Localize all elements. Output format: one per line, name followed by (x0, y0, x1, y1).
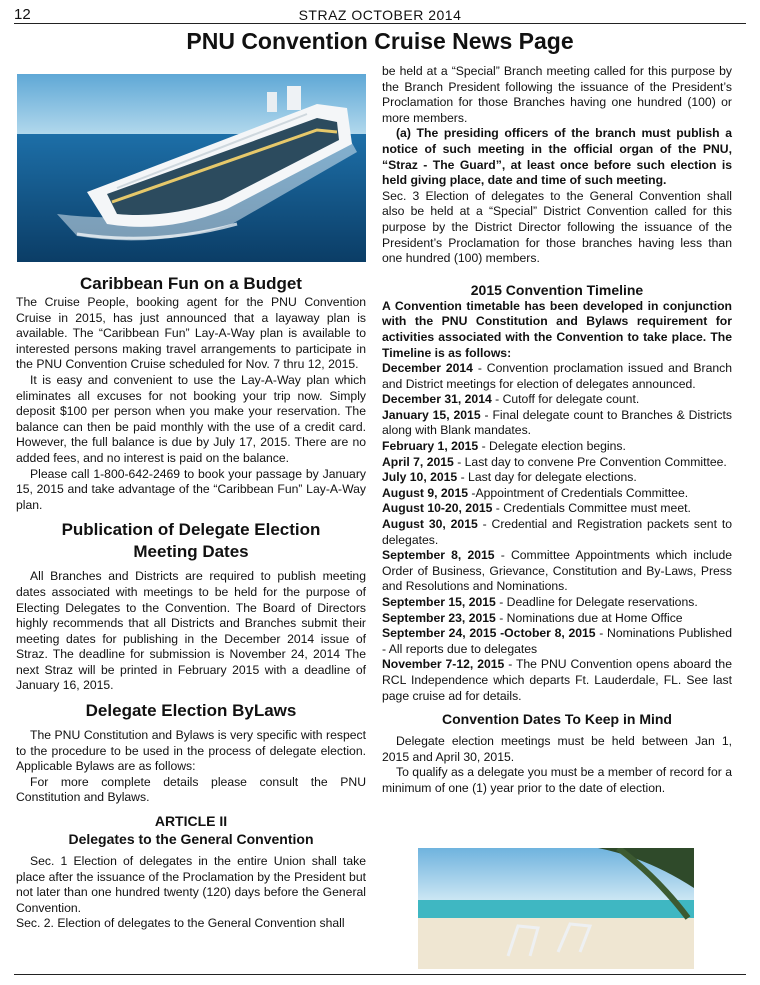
timeline-item-text: -Appointment of Credentials Committee. (468, 485, 689, 500)
caribbean-paragraph: It is easy and convenient to use the Lay-A-Way plan which eliminates all excuses for not booking your trip now. Simply deposit $100 per person when you make your reservation. The balance can then be paid monthly with the use of a credit card. However, the full balance is due by July 17, 2015. There are no added fees, and no interest is paid on the balance. (16, 372, 366, 465)
dates-to-keep-heading: Convention Dates To Keep in Mind (442, 711, 672, 728)
running-title: STRAZ OCTOBER 2014 (298, 7, 462, 23)
dates-to-keep-paragraph: Delegate election meetings must be held between Jan 1, 2015 and April 30, 2015. (382, 734, 732, 764)
timeline-heading: 2015 Convention Timeline (470, 281, 644, 298)
bylaws-paragraph: The PNU Constitution and Bylaws is very specific with respect to the procedure to be used in the process of delegate election. Applicable Bylaws are as follows: (16, 728, 366, 774)
timeline-item-text: - Cutoff for delegate count. (491, 392, 640, 407)
timeline-item-text: - Nominations due at Home Office (495, 610, 683, 625)
timeline-item (382, 657, 732, 704)
timeline-item-date: February 1, 2015 (382, 439, 479, 454)
timeline-item-text: - Delegate election begins. (478, 439, 626, 454)
timeline-item-date: September 23, 2015 (382, 610, 496, 625)
left-column (16, 273, 366, 932)
timeline-item-date: December 31, 2014 (382, 392, 492, 407)
bylaws-section-3: Sec. 3 Election of delegates to the General Convention shall also be held at a “Special” District Convention called for this purpose by the District Director following the issuance of the President’s Proclamation for those branches having less than one hundred (100) members. (382, 188, 732, 266)
right-column (382, 64, 732, 797)
timeline-item (382, 611, 732, 627)
timeline-item (382, 595, 732, 611)
timeline-item-date: July 10, 2015 (382, 470, 458, 485)
beach-chairs-photo (418, 848, 694, 969)
bylaws-heading: Delegate Election ByLaws (85, 701, 297, 721)
timeline-item-date: January 15, 2015 (382, 407, 481, 422)
publication-heading-line2: Meeting Dates (133, 542, 249, 562)
article-subheading: Delegates to the General Convention (68, 831, 314, 848)
caribbean-heading: Caribbean Fun on a Budget (80, 274, 302, 293)
bylaws-section-1: Sec. 1 Election of delegates in the entire Union shall take place after the issuance of the Proclamation by the President but not later than one hundred twenty (120) days before the General Convention. (16, 854, 366, 915)
footer-rule (14, 974, 746, 975)
timeline-item (382, 626, 732, 657)
timeline-item-text: - Nominations Published - All reports due to delegates (382, 626, 732, 656)
caribbean-paragraph: Please call 1-800-642-2469 to book your passage by January 15, 2015 and take advantage of the “Caribbean Fun” Lay-A-Way plan. (16, 466, 366, 512)
timeline-item-date: November 7-12, 2015 (382, 657, 505, 672)
timeline-item-text: - Last day for delegate elections. (457, 470, 637, 485)
timeline-item-text: - Final delegate count to Branches & Districts along with Blank mandates. (382, 407, 732, 438)
timeline-item-date: September 15, 2015 (382, 595, 496, 609)
cruise-ship-photo (17, 74, 366, 262)
timeline-item-date: April 7, 2015 (382, 454, 454, 469)
caribbean-paragraph: The Cruise People, booking agent for the PNU Convention Cruise in 2015, has just announced that a layaway plan is available. The “Caribbean Fun” Lay-A-Way plan is available to interested persons making travel arrangements to participate in the PNU Convention Cruise scheduled for Nov. 7 thru 12, 2015. (16, 295, 366, 372)
timeline-item-text: - Deadline for Delegate reservations. (495, 595, 698, 609)
timeline-item-date: September 8, 2015 (382, 548, 495, 563)
timeline-item (382, 548, 732, 595)
timeline-intro: A Convention timetable has been developed in conjunction with the PNU Constitution and Bylaws requirement for activities associated with the Convention to take place. The Timeline is as follows: (382, 298, 732, 360)
bylaws-section-2-continued: be held at a “Special” Branch meeting called for this purpose by the Branch President following the issuance of the President’s Proclamation for those Branches having one hundred (100) or more members. (382, 64, 732, 125)
timeline-item (382, 517, 732, 548)
timeline-item-text: - Credential and Registration packets sent to delegates. (382, 517, 732, 547)
timeline-item (382, 408, 732, 439)
dates-to-keep-paragraph: To qualify as a delegate you must be a member of record for a minimum of one (1) year prior to the date of election. (382, 765, 732, 795)
timeline-item (382, 486, 732, 502)
timeline-item-text: - The PNU Convention opens aboard the RCL Independence which departs Ft. Lauderdale, FL. See last page cruise ad for details. (382, 657, 732, 703)
timeline-list (382, 361, 732, 704)
timeline-item-date: August 10-20, 2015 (382, 501, 493, 516)
timeline-item (382, 392, 732, 408)
timeline-item (382, 501, 732, 517)
header-rule (14, 23, 746, 24)
timeline-item-text: - Committee Appointments which include Order of Business, Grievance, Constitution and By-Laws, Press and Resolutions and Nominations. (382, 548, 732, 594)
timeline-item-date: August 30, 2015 (382, 517, 478, 532)
bylaws-paragraph: For more complete details please consult the PNU Constitution and Bylaws. (16, 774, 366, 805)
page-title: PNU Convention Cruise News Page (186, 28, 574, 54)
timeline-item-date: August 9, 2015 (382, 485, 469, 500)
timeline-item-text: - Convention proclamation issued and Branch and District meetings for election of delegates announced. (382, 361, 732, 391)
timeline-item-date: September 24, 2015 -October 8, 2015 (382, 626, 596, 641)
timeline-item (382, 470, 732, 486)
publication-heading-line1: Publication of Delegate Election (61, 520, 321, 540)
article-heading: ARTICLE II (154, 813, 228, 830)
page-number: 12 (14, 6, 31, 23)
timeline-item-date: December 2014 (382, 361, 473, 376)
timeline-item (382, 439, 732, 455)
timeline-item-text: - Credentials Committee must meet. (492, 501, 691, 516)
bylaws-section-2a: (a) The presiding officers of the branch must publish a notice of such meeting in the official organ of the PNU, “Straz - The Guard”, at least once before such election is held giving place, date and time of such meeting. (382, 126, 732, 188)
bylaws-section-2: Sec. 2. Election of delegates to the General Convention shall (16, 916, 345, 931)
timeline-item-text: - Last day to convene Pre Convention Committee. (453, 454, 727, 469)
timeline-item (382, 361, 732, 392)
timeline-item (382, 455, 732, 471)
publication-paragraph: All Branches and Districts are required to publish meeting dates associated with meetings to be held for the purpose of Electing Delegates to the Convention. The Board of Directors highly recommends that all Districts and Branches submit their meeting dates for publishing in the December 2014 issue of Straz. The deadline for submission is November 24, 2014 The next Straz will be printed in February 2015 with a deadline of January 16, 2015. (16, 569, 366, 693)
